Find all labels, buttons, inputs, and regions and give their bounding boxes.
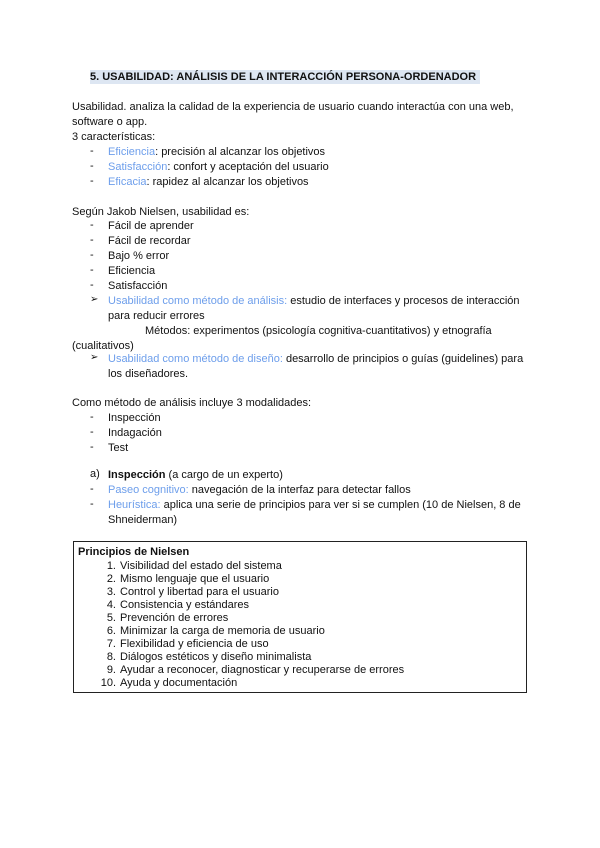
modalidades-heading: Como método de análisis incluye 3 modalidades: [72, 397, 312, 409]
principio-text: Consistencia y estándares [120, 599, 250, 611]
caracteristicas-heading: 3 características: [72, 131, 156, 143]
principio-text: Diálogos estéticos y diseño minimalista [120, 651, 312, 663]
caracteristica-desc: : rapidez al alcanzar los objetivos [146, 176, 309, 188]
caracteristica-desc: : confort y aceptación del usuario [167, 161, 329, 173]
principio-text: Ayuda y documentación [120, 677, 238, 689]
principio-text: Flexibilidad y eficiencia de uso [120, 638, 269, 650]
caracteristica-item [108, 145, 325, 160]
modalidad-item: Inspección [108, 412, 161, 424]
principio-number: 1. [106, 560, 116, 572]
caracteristica-item [108, 160, 329, 175]
dash-bullet: - [90, 219, 94, 231]
diseno-term: Usabilidad como método de diseño: [108, 353, 283, 365]
metodos-line-1: Métodos: experimentos (psicología cognitiva-cuantitativos) y etnografía [145, 325, 492, 337]
principio-number: 6. [106, 625, 116, 637]
dash-bullet: - [90, 411, 94, 423]
principios-title: Principios de Nielsen [78, 546, 190, 558]
principio-text: Control y libertad para el usuario [120, 586, 279, 598]
nielsen-item: Fácil de recordar [108, 235, 191, 247]
dash-bullet: - [90, 441, 94, 453]
analisis-line-2: para reducir errores [108, 310, 205, 322]
intro-line-1: Usabilidad. analiza la calidad de la experiencia de usuario cuando interactúa con una web, [72, 101, 514, 113]
principio-number: 4. [106, 599, 116, 611]
principio-number: 3. [106, 586, 116, 598]
diseno-desc: desarrollo de principios o guías (guidelines) para [282, 353, 524, 365]
caracteristica-desc: : precisión al alcanzar los objetivos [155, 146, 326, 158]
nielsen-item: Eficiencia [108, 265, 156, 277]
principio-number: 5. [106, 612, 116, 624]
intro-line-2: software o app. [72, 116, 148, 128]
heuristica-line-2: Shneiderman) [108, 514, 178, 526]
dash-bullet: - [90, 279, 94, 291]
arrow-bullet: ➢ [90, 352, 99, 363]
principio-number: 9. [106, 664, 116, 676]
caracteristica-item [108, 175, 309, 190]
caracteristica-term: Eficacia [108, 176, 147, 188]
modalidad-item: Indagación [108, 427, 162, 439]
nielsen-item: Bajo % error [108, 250, 170, 262]
inspeccion-note: (a cargo de un experto) [165, 469, 283, 481]
inspeccion-heading [108, 468, 283, 483]
paseo-term: Paseo cognitivo: [108, 484, 189, 496]
diseno-line-1 [108, 352, 523, 367]
dash-bullet: - [90, 483, 94, 495]
principio-number: 7. [106, 638, 116, 650]
arrow-bullet: ➢ [90, 294, 99, 305]
dash-bullet: - [90, 264, 94, 276]
principio-text: Minimizar la carga de memoria de usuario [120, 625, 325, 637]
list-letter: a) [90, 468, 100, 480]
dash-bullet: - [90, 145, 94, 157]
dash-bullet: - [90, 175, 94, 187]
metodos-line-2: (cualitativos) [72, 340, 134, 352]
dash-bullet: - [90, 498, 94, 510]
dash-bullet: - [90, 234, 94, 246]
dash-bullet: - [90, 426, 94, 438]
dash-bullet: - [90, 160, 94, 172]
caracteristica-term: Eficiencia [108, 146, 156, 158]
modalidad-item: Test [108, 442, 129, 454]
heuristica-line-1 [108, 498, 521, 513]
principios-box [73, 541, 527, 693]
principio-text: Ayudar a reconocer, diagnosticar y recuperarse de errores [120, 664, 405, 676]
diseno-line-2: los diseñadores. [108, 368, 189, 380]
principio-text: Mismo lenguaje que el usuario [120, 573, 270, 585]
heuristica-desc: aplica una serie de principios para ver si se cumplen (10 de Nielsen, 8 de [160, 499, 521, 511]
section-title: 5. USABILIDAD: ANÁLISIS DE LA INTERACCIÓN PERSONA-ORDENADOR [90, 70, 480, 84]
heuristica-term: Heurística: [108, 499, 161, 511]
paseo-desc: navegación de la interfaz para detectar fallos [188, 484, 411, 496]
nielsen-item: Fácil de aprender [108, 220, 194, 232]
dash-bullet: - [90, 249, 94, 261]
paseo-item [108, 483, 411, 498]
analisis-term: Usabilidad como método de análisis: [108, 295, 288, 307]
principio-number: 2. [106, 573, 116, 585]
nielsen-item: Satisfacción [108, 280, 168, 292]
analisis-line-1 [108, 294, 520, 309]
principio-number: 10. [100, 677, 116, 689]
principio-text: Visibilidad del estado del sistema [120, 560, 282, 572]
principio-text: Prevención de errores [120, 612, 229, 624]
principio-number: 8. [106, 651, 116, 663]
caracteristica-term: Satisfacción [108, 161, 168, 173]
inspeccion-title: Inspección [108, 469, 166, 481]
analisis-desc: estudio de interfaces y procesos de interacción [287, 295, 520, 307]
nielsen-heading: Según Jakob Nielsen, usabilidad es: [72, 206, 250, 218]
